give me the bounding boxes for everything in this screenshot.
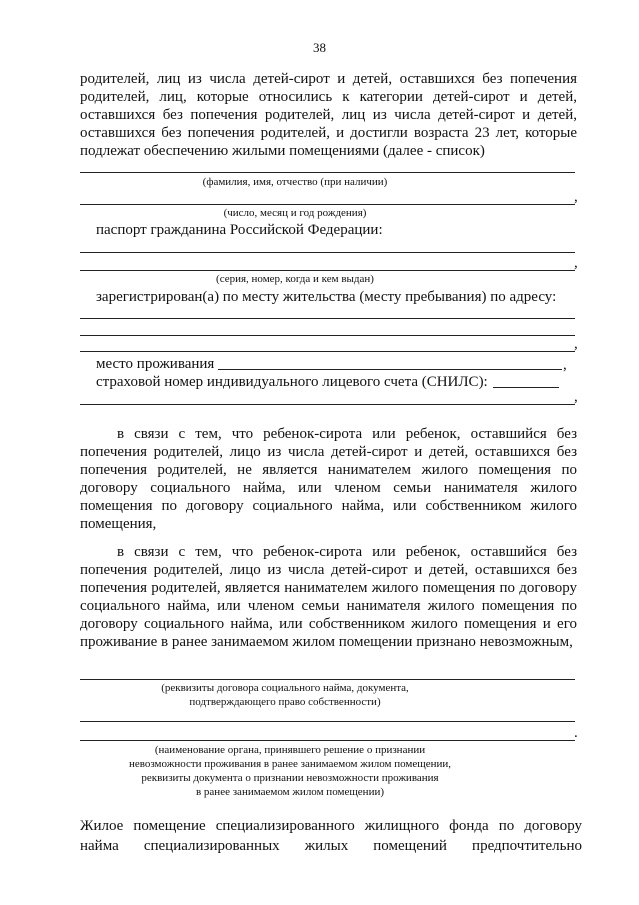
contract-caption-2: подтверждающего право собственности) [189,696,381,708]
contract-caption-1: (реквизиты договора социального найма, документа, [161,682,409,694]
snils-comma: , [574,389,578,405]
registered-label: зарегистрирован(а) по месту жительства (месту пребывания) по адресу: [96,289,557,305]
snils-label: страховой номер индивидуального лицевого счета (СНИЛС): [96,374,488,390]
passport-comma: , [574,255,578,271]
birth-date-line[interactable] [80,204,575,205]
organ-period: . [574,725,578,741]
page-number: 38 [313,40,326,55]
fio-line[interactable] [80,172,575,173]
tenant-paragraph: в связи с тем, что ребенок-сирота или ребенок, оставшийся без попечения родителей, лицо из числа детей-сирот и детей, оставшихся без попечения родителей, является нанимателем жилого помещения по договору социального найма, или членом семьи нанимателя жилого помещения по договору социального найма, или собственником жилого помещения и его проживание в ранее занимаемом жилом помещении признано невозможным, [80,544,577,650]
closing-line-2: найма специализированных жилых помещений предпочтительно [80,838,582,854]
address-comma: , [574,336,578,352]
residence-input-line[interactable] [218,369,562,370]
fio-caption: (фамилия, имя, отчество (при наличии) [202,176,388,188]
organ-caption-1: (наименование органа, принявшего решение о признании [154,744,426,756]
residence-label: место проживания [96,356,215,372]
not-tenant-paragraph: в связи с тем, что ребенок-сирота или ребенок, оставшийся без попечения родителей, лицо из числа детей-сирот и детей, оставшихся без попечения родителей, не является нанимателем жилого помещения по договору социального найма, или членом семьи нанимателя жилого помещения по договору социального найма, или собственником жилого помещения, [80,426,577,532]
address-line-2[interactable] [80,335,575,336]
snils-input-line[interactable] [493,387,559,388]
intro-paragraph: родителей, лиц из числа детей-сирот и детей, оставшихся без попечения родителей, лиц, которые относились к категории детей-сирот и детей, оставшихся без попечения родителей, лиц из числа детей-сирот и детей, оставшихся без попечения родителей, и достигли возраста 23 лет, которые подлежат обеспечению жилыми помещениями (далее - список) [80,71,577,159]
address-line-3[interactable] [80,351,575,352]
passport-caption: (серия, номер, когда и кем выдан) [216,273,374,285]
organ-line-2[interactable] [80,740,575,741]
contract-details-line[interactable] [80,679,575,680]
birth-comma: , [574,189,578,205]
organ-caption-2: невозможности проживания в ранее занимаемом жилом помещении, [128,758,452,770]
residence-comma: , [563,357,567,373]
closing-line-1: Жилое помещение специализированного жилищного фонда по договору [80,818,582,834]
snils-extra-line[interactable] [80,404,575,405]
organ-caption-3: реквизиты документа о признании невозможности проживания [141,772,439,784]
passport-label: паспорт гражданина Российской Федерации: [96,222,383,238]
organ-caption-4: в ранее занимаемом жилом помещении) [195,786,384,798]
passport-line-2[interactable] [80,270,575,271]
birth-caption: (число, месяц и год рождения) [223,207,367,219]
address-line-1[interactable] [80,318,575,319]
passport-line-1[interactable] [80,252,575,253]
organ-line-1[interactable] [80,721,575,722]
